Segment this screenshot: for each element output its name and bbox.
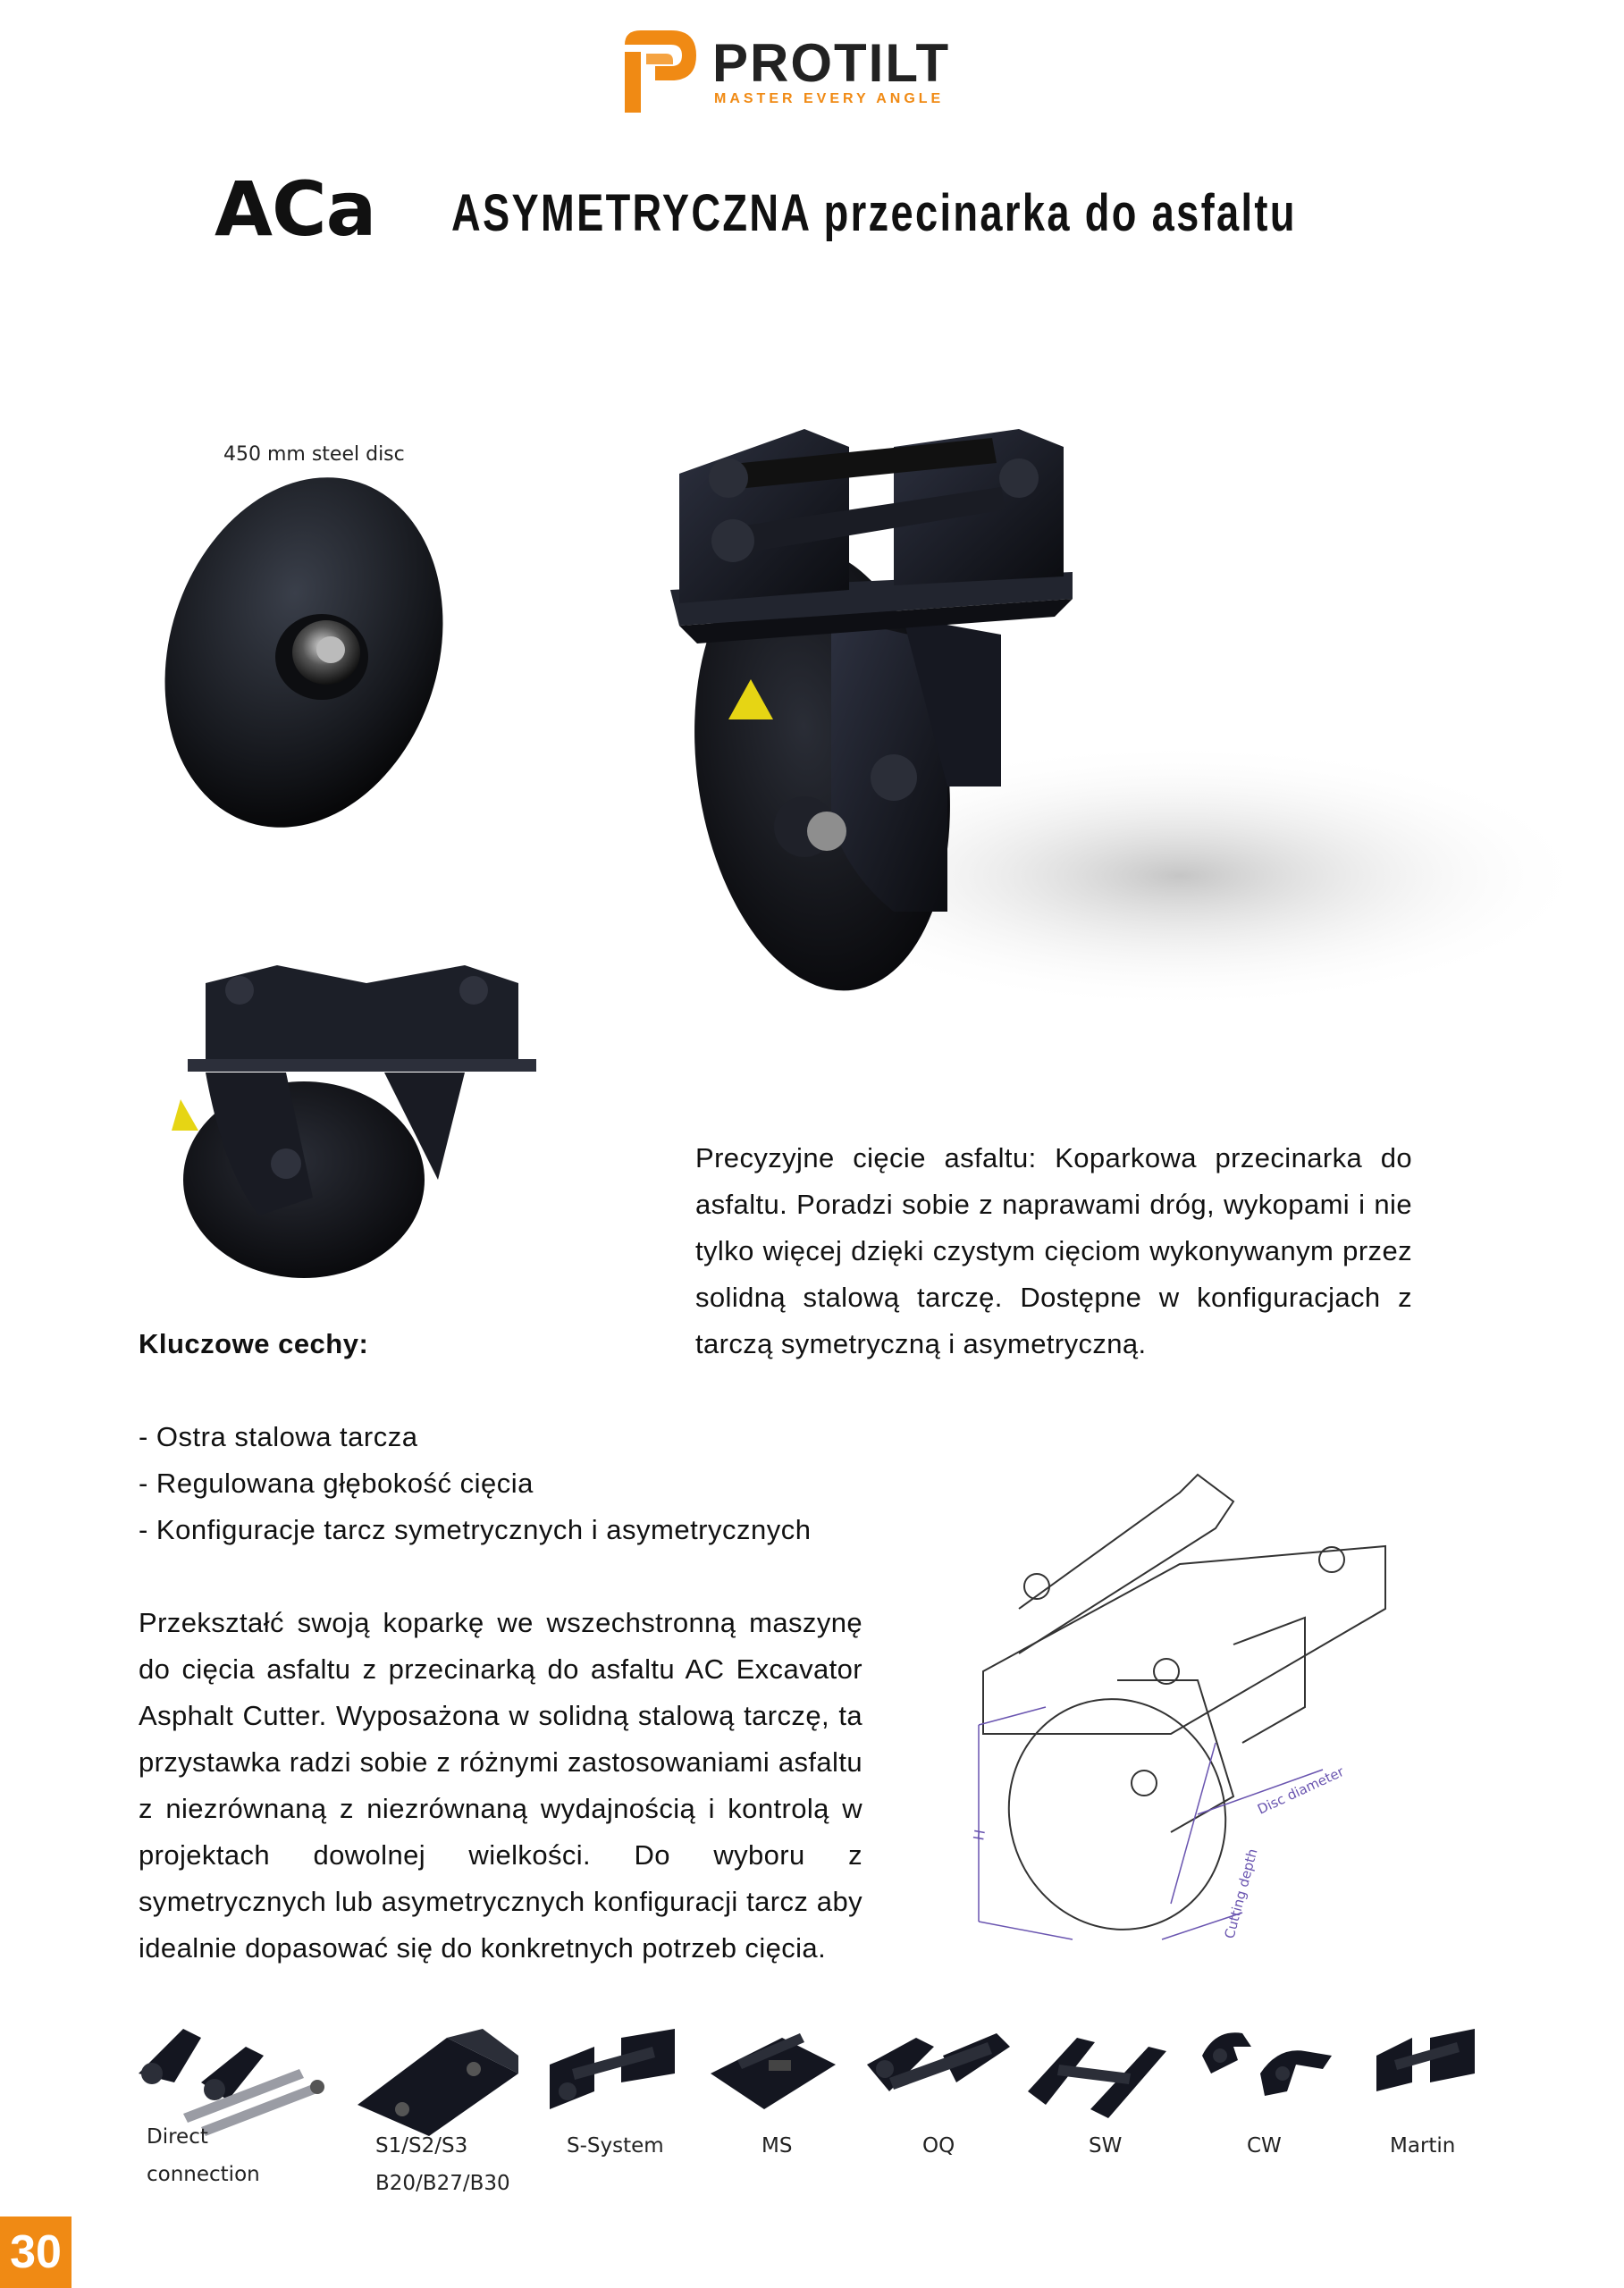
page-number-badge [0, 2216, 72, 2288]
intro-paragraph: Precyzyjne cięcie asfaltu: Koparkowa przecinarka do asfaltu. Poradzi sobie z naprawami dróg, wykopami i nie tylko więcej dzięki czystym cięciom wykonywanym przez solidną stalową tarczę. Dostępne w konfiguracjach z tarczą symetryczną i asymetryczną. [695, 1142, 1412, 1359]
coupler-s-system [541, 2020, 684, 2118]
ms-coupler-icon [702, 2020, 845, 2118]
model-code: ACa [215, 165, 376, 253]
coupler-label: OQ [922, 2134, 955, 2158]
s-series-coupler-icon [349, 2020, 527, 2136]
sw-coupler-icon [1023, 2020, 1175, 2118]
brand-tagline: MASTER EVERY ANGLE [714, 91, 945, 106]
page-title: ASYMETRYCZNA przecinarka do asfaltu [451, 184, 1297, 242]
features-heading: Kluczowe cechy: [139, 1328, 369, 1359]
coupler-oq [862, 2020, 1014, 2118]
coupler-cw [1198, 2020, 1341, 2109]
main-product-image [626, 411, 1573, 1037]
coupler-s-series [349, 2020, 527, 2136]
steel-disc-image [143, 465, 456, 840]
coupler-label: CW [1247, 2134, 1282, 2158]
coupler-label: S1/S2/S3 B20/B27/B30 [375, 2134, 510, 2195]
oq-coupler-icon [862, 2020, 1014, 2118]
coupler-label: MS [762, 2134, 793, 2158]
coupler-label: S-System [567, 2134, 664, 2158]
protilt-logo-icon [619, 27, 702, 116]
feature-item: - Ostra stalowa tarcza [139, 1421, 418, 1452]
drawing-label-cutting-depth: Cutting depth [1221, 1846, 1261, 1941]
feature-item: - Regulowana głębokość cięcia [139, 1468, 534, 1499]
feature-item: - Konfiguracje tarcz symetrycznych i asymetrycznych [139, 1514, 812, 1545]
coupler-martin [1367, 2020, 1484, 2109]
s-system-coupler-icon [541, 2020, 684, 2118]
coupler-ms [702, 2020, 845, 2118]
coupler-label: Direct connection [147, 2125, 260, 2186]
coupler-label: SW [1089, 2134, 1123, 2158]
brand-logo [619, 27, 959, 116]
cw-coupler-icon [1198, 2020, 1341, 2109]
coupler-sw [1023, 2020, 1175, 2118]
drawing-label-disc-diameter: Disc diameter [1255, 1763, 1347, 1818]
disc-caption: 450 mm steel disc [223, 443, 405, 466]
brand-name: PROTILT [712, 33, 951, 93]
page-number: 30 [10, 2226, 62, 2278]
martin-coupler-icon [1367, 2020, 1484, 2109]
technical-drawing-image [965, 1439, 1519, 1948]
side-view-image [170, 965, 563, 1287]
coupler-label: Martin [1390, 2134, 1456, 2158]
body-paragraph: Przekształć swoją koparkę we wszechstronną maszynę do cięcia asfaltu z przecinarką do asfaltu AC Excavator Asphalt Cutter. Wyposażona w solidną stalową tarczę, ta przystawka radzi sobie z różnymi zastosowaniami asfaltu z niezrównaną z niezrównaną wydajnością i kontrolą w projektach dowolnej wielkości. Do wyboru z symetrycznych lub asymetrycznych konfiguracji tarcz aby idealnie dopasować się do konkretnych potrzeb cięcia. [139, 1607, 862, 1964]
drawing-label-height: H [970, 1828, 989, 1842]
features-list [139, 1414, 812, 1553]
